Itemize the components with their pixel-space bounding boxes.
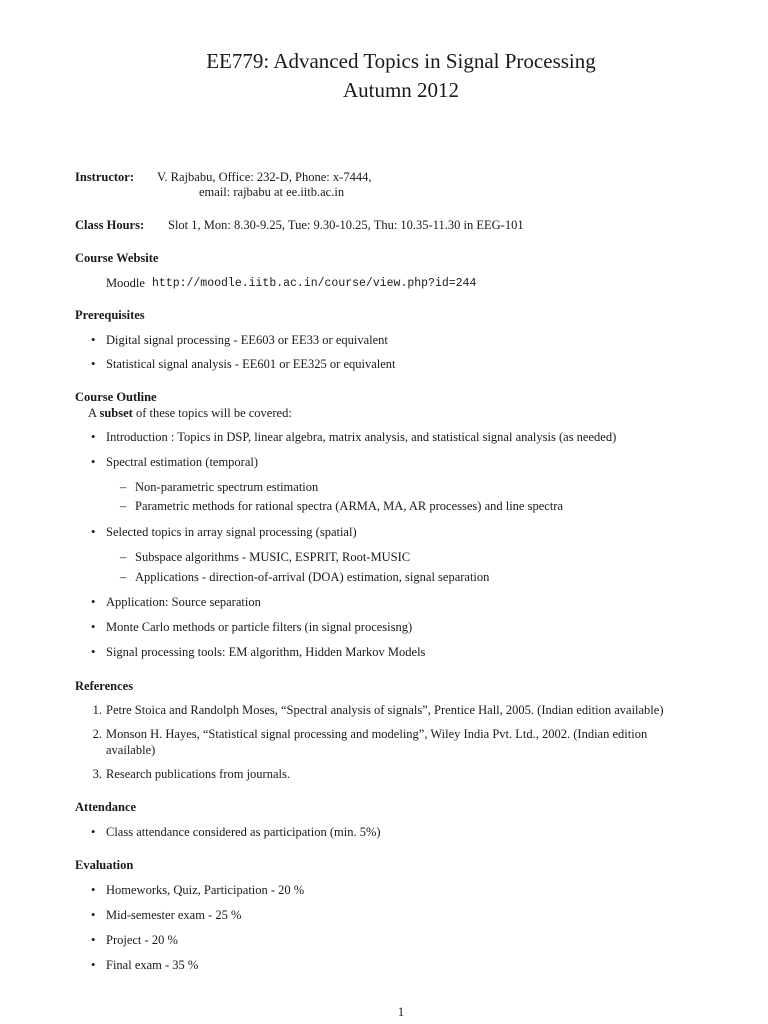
list-item: Final exam - 35 %: [106, 958, 199, 972]
reference-number: 2.: [92, 727, 102, 741]
bullet-icon: •: [91, 333, 96, 347]
course-website-link[interactable]: http://moodle.iitb.ac.in/course/view.php?id=244: [152, 277, 477, 290]
dash-icon: –: [120, 480, 127, 494]
outline-intro-pre: A: [88, 406, 97, 420]
outline-intro-post: of these topics will be covered:: [135, 406, 292, 420]
sub-list-item: Subspace algorithms - MUSIC, ESPRIT, Root-MUSIC: [135, 550, 411, 564]
list-item: Class attendance considered as participation (min. 5%): [106, 825, 381, 839]
course-title: EE779: Advanced Topics in Signal Processing: [206, 49, 596, 73]
reference-item-continued: available): [106, 743, 156, 757]
bullet-icon: •: [91, 357, 96, 371]
prerequisites-heading: Prerequisites: [75, 308, 145, 322]
list-item: Mid-semester exam - 25 %: [106, 908, 242, 922]
page-number: 1: [397, 1005, 405, 1019]
attendance-heading: Attendance: [75, 800, 137, 814]
dash-icon: –: [120, 499, 127, 513]
list-item: Statistical signal analysis - EE601 or EE325 or equivalent: [106, 357, 396, 371]
reference-item: Petre Stoica and Randolph Moses, “Spectral analysis of signals”, Prentice Hall, 2005. (Indian edition available): [106, 703, 664, 717]
list-item: Project - 20 %: [106, 933, 178, 947]
dash-icon: –: [120, 570, 127, 584]
list-item: Introduction : Topics in DSP, linear algebra, matrix analysis, and statistical signal analysis (as needed): [106, 430, 617, 444]
evaluation-heading: Evaluation: [75, 858, 134, 872]
reference-number: 3.: [92, 767, 102, 781]
bullet-icon: •: [91, 958, 96, 972]
list-item: Application: Source separation: [106, 595, 261, 609]
bullet-icon: •: [91, 933, 96, 947]
bullet-icon: •: [91, 883, 96, 897]
instructor-label: Instructor:: [75, 170, 135, 184]
list-item: Signal processing tools: EM algorithm, Hidden Markov Models: [106, 645, 426, 659]
sub-list-item: Parametric methods for rational spectra (ARMA, MA, AR processes) and line spectra: [135, 499, 564, 513]
bullet-icon: •: [91, 645, 96, 659]
course-website-heading: Course Website: [75, 251, 159, 265]
bullet-icon: •: [91, 525, 96, 539]
class-hours-text: Slot 1, Mon: 8.30-9.25, Tue: 9.30-10.25, Thu: 10.35-11.30 in EEG-101: [168, 218, 524, 232]
bullet-icon: •: [91, 908, 96, 922]
list-item: Selected topics in array signal processing (spatial): [106, 525, 357, 539]
instructor-email: email: rajbabu at ee.iitb.ac.in: [199, 185, 345, 199]
list-item: Homeworks, Quiz, Participation - 20 %: [106, 883, 305, 897]
list-item: Monte Carlo methods or particle filters (in signal procesisng): [106, 620, 413, 634]
list-item: Digital signal processing - EE603 or EE33 or equivalent: [106, 333, 388, 347]
sub-list-item: Applications - direction-of-arrival (DOA) estimation, signal separation: [135, 570, 490, 584]
reference-item: Monson H. Hayes, “Statistical signal processing and modeling”, Wiley India Pvt. Ltd., 2002. (Indian edition: [106, 727, 648, 741]
course-outline-heading: Course Outline: [75, 390, 157, 404]
sub-list-item: Non-parametric spectrum estimation: [135, 480, 319, 494]
course-term: Autumn 2012: [342, 78, 460, 102]
course-website-prefix: Moodle: [106, 276, 145, 290]
outline-intro-bold: subset: [99, 406, 133, 420]
reference-number: 1.: [92, 703, 102, 717]
outline-intro: [88, 405, 292, 421]
reference-item: Research publications from journals.: [106, 767, 290, 781]
bullet-icon: •: [91, 620, 96, 634]
list-item: Spectral estimation (temporal): [106, 455, 259, 469]
bullet-icon: •: [91, 455, 96, 469]
class-hours-label: Class Hours:: [75, 218, 145, 232]
instructor-line1: V. Rajbabu, Office: 232-D, Phone: x-7444,: [157, 170, 372, 184]
bullet-icon: •: [91, 825, 96, 839]
bullet-icon: •: [91, 430, 96, 444]
bullet-icon: •: [91, 595, 96, 609]
dash-icon: –: [120, 550, 127, 564]
references-heading: References: [75, 679, 134, 693]
